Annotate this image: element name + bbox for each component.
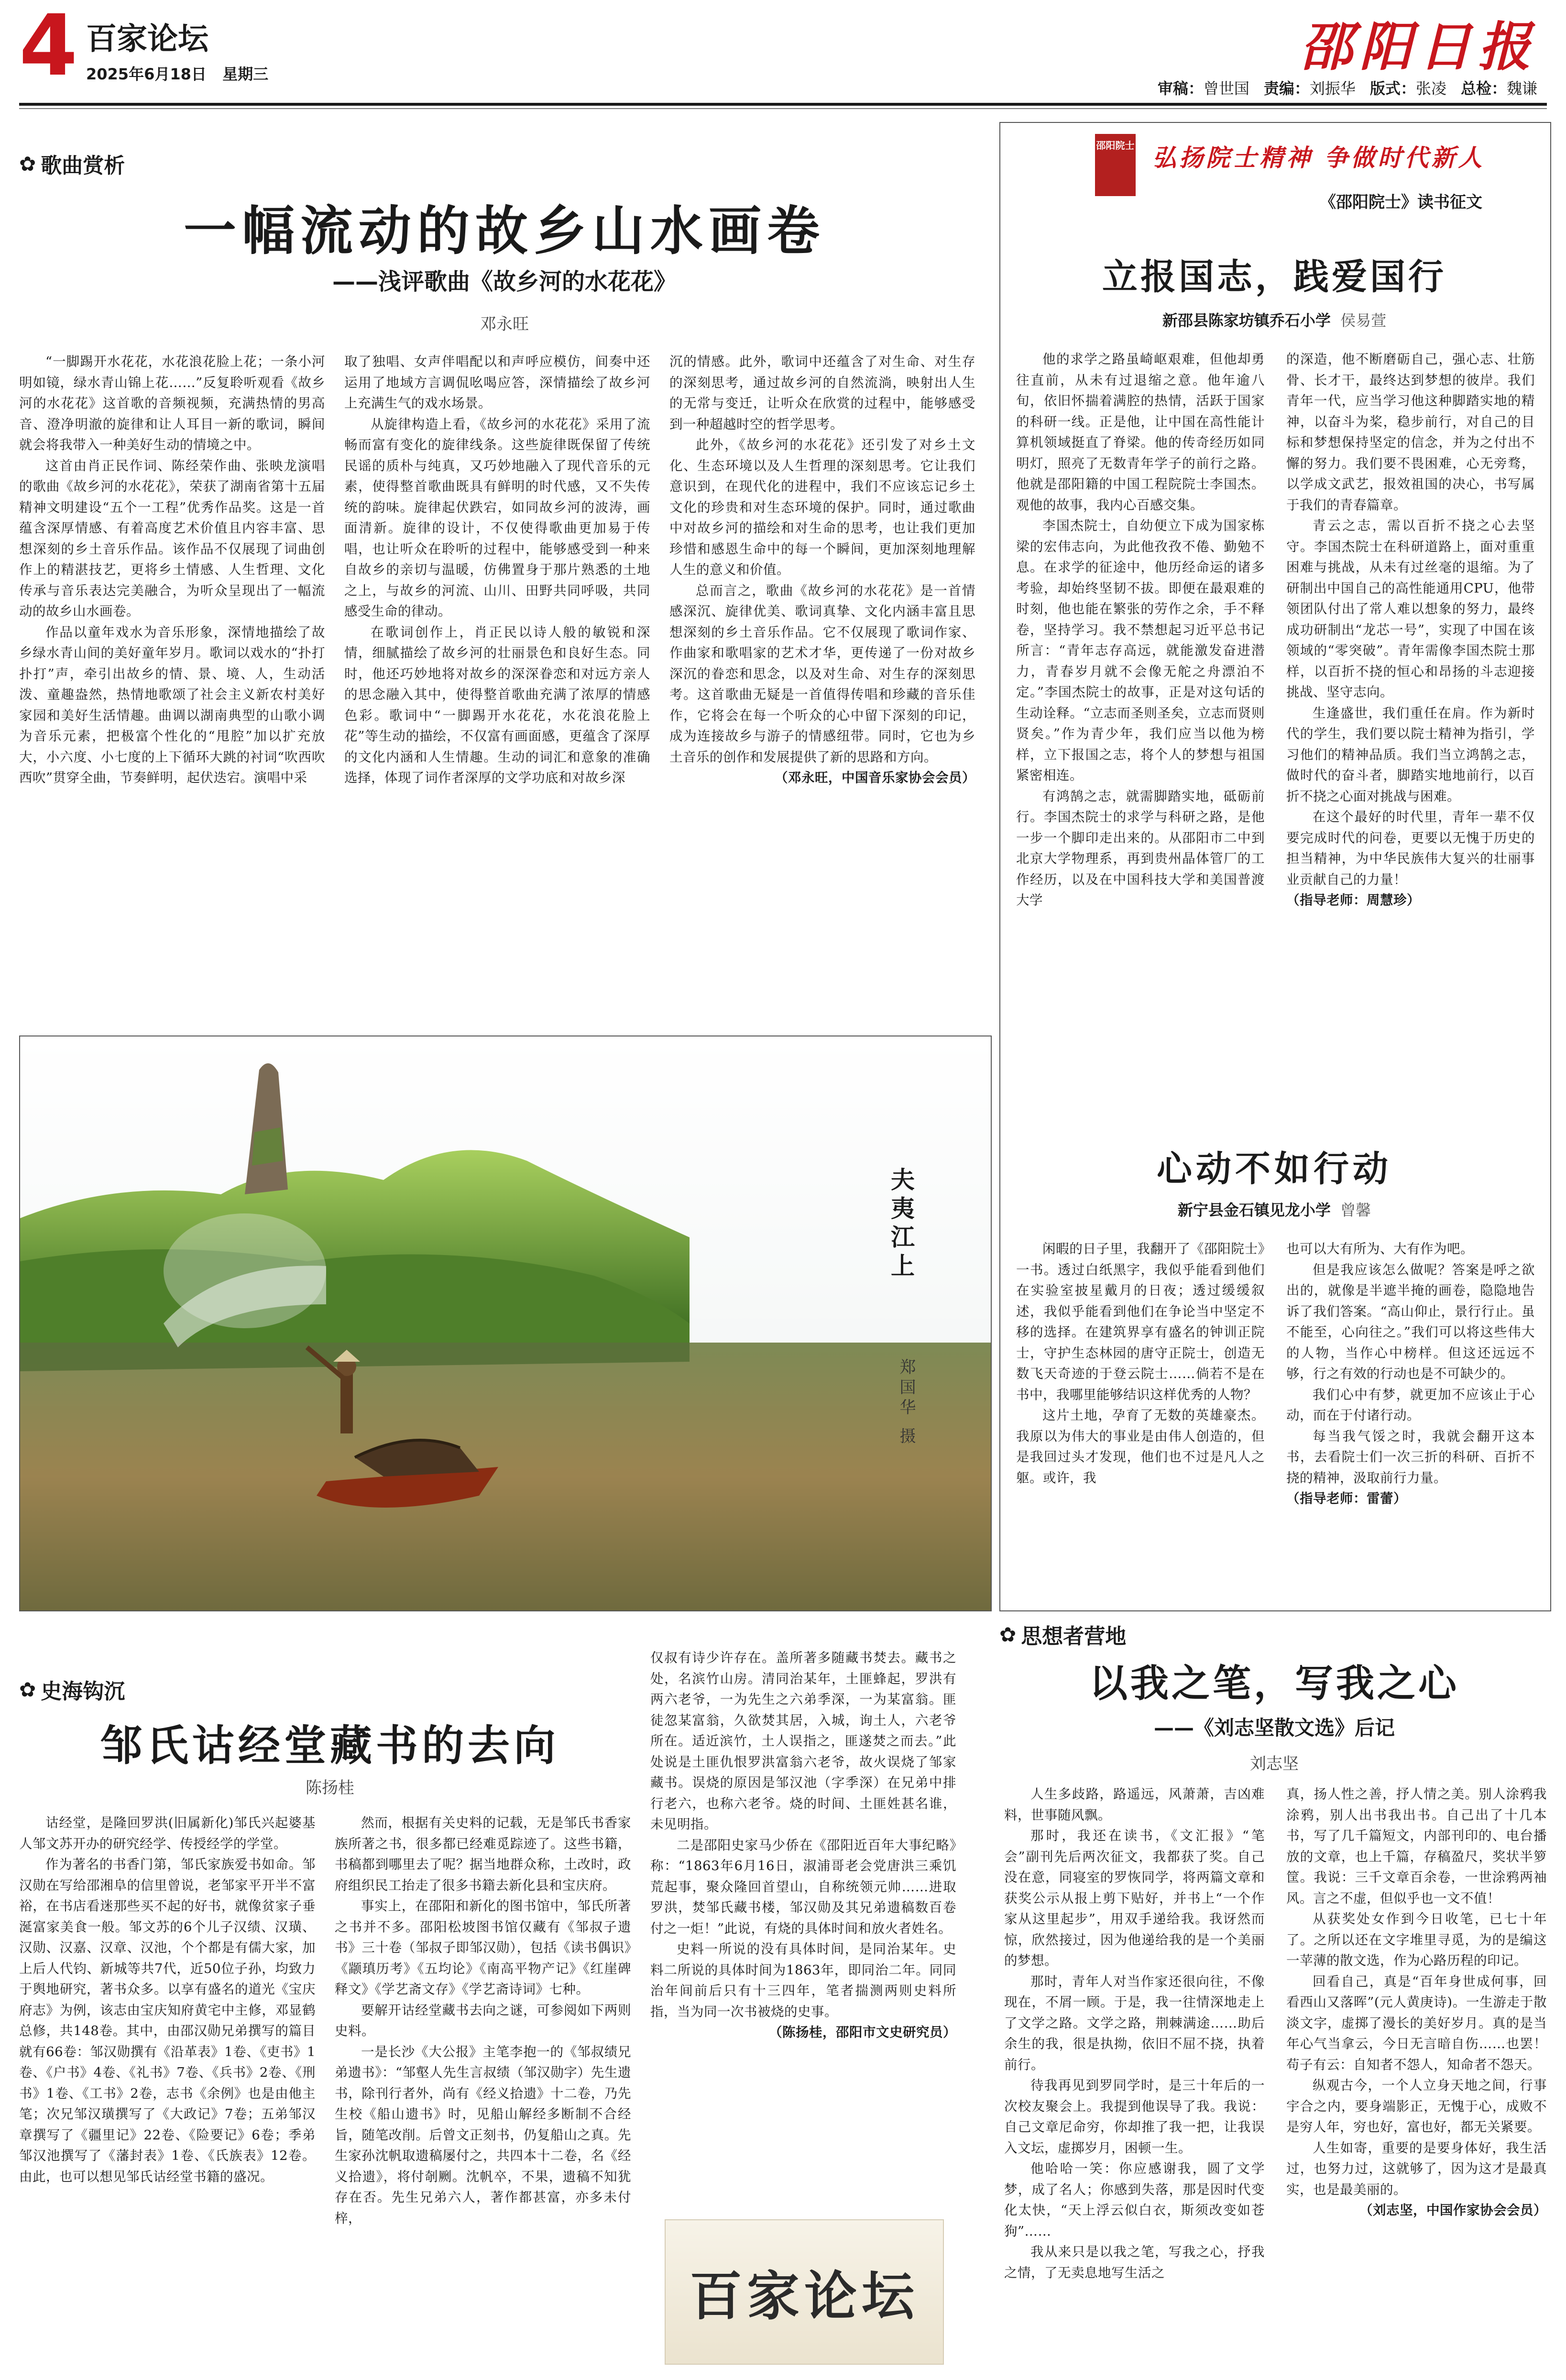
paragraph: 李国杰院士，自幼便立下成为国家栋梁的宏伟志向，为此他孜孜不倦、勤勉不息。在求学的征途中，他历经命运的诸多考验，却始终坚韧不拔。即便在最艰难的时刻，他也能在繁张的劳作之余，手不释卷，坚持学习。我不禁想起习近平总书记所言：“青年志存高远，就能激发奋进潜力，青春岁月就不会像无舵之舟漂泊不定。”李国杰院士的故事，正是对这句话的生动诠释。“立志而圣则圣矣，立志而贤则贤矣。”作为青少年，我们应当以他为榜样，立下报国之志，将个人的梦想与祖国紧密相连。 [1016,518,1265,783]
editor-credits [1158,77,1537,99]
thought-kicker: ✿ 思想者营地 [999,1622,1127,1649]
paragraph: 我们心中有梦，就更加不应该止于心动，而在于付诸行动。 [1286,1387,1535,1423]
issue-date [86,62,268,84]
flower-icon: ✿ [19,152,36,176]
banner-slogan: 弘扬院士精神 争做时代新人 [1152,143,1485,172]
flower-icon: ✿ [19,1677,36,1701]
song-title: 一幅流动的故乡山水画卷 [184,200,825,262]
essay2-column-2 [1286,1239,1535,1510]
newspaper-logo: 邵阳日报 [1300,16,1537,77]
song-kicker: ✿ 歌曲赏析 [19,152,125,178]
song-author: 邓永旺 [480,315,529,334]
paragraph: 回看自己，真是“百年身世成何事，回看西山又落晖”(元人黄庚诗)。一生游走于散淡文字，虚掷了漫长的美好岁月。真的是当年心气当拿云，今日无言暗自伤……也罢！苟子有云：自知者不怨人，知命者不怨天。 [1286,1973,1547,2072]
paragraph: 史料一所说的没有具体时间，是同治某年。史料二所说的具体时间为1863年，即同治二年。同同治年间前后只有十三四年，笔者揣测两则史料所指，当为同一次书被烧的史事。 [650,1941,956,2019]
paragraph: 那时，青年人对当作家还很向往，不像现在，不屑一顾。于是，我一往情深地走上了文学之路。文学之路，荆棘满途……助后余生的我，很是执拗，依旧不屈不挠，执着前行。 [1004,1973,1265,2072]
paragraph: 此外，《故乡河的水花花》还引发了对乡土文化、生态环境以及人生哲理的深刻思考。它让我们意识到，在现代化的进程中，我们不应该忘记乡土文化的珍贵和对生态环境的保护。同时，通过歌曲中对故乡河的描绘和对生命的思考，也让我们更加珍惜和感恩生命中的每一个瞬间，更加深刻地理解人生的意义和价值。 [669,437,975,577]
essay2-author: 曾馨 [1340,1201,1371,1219]
weekday-text: 星期三 [222,65,269,83]
paragraph: 他的求学之路虽崎岖艰难，但他却勇往直前，从未有过退缩之意。他年逾八旬，依旧怀揣着满腔的热情，活跃于国家的科研一线。正是他，让中国在高性能计算机领域挺直了脊梁。他的传奇经历如同明灯，照亮了无数青年学子的前行之路。他就是邵阳籍的中国工程院院士李国杰。观他的故事，我内心百感交集。 [1016,352,1265,513]
history-column-3 [650,1648,956,2043]
paragraph: 有鸿鹄之志，就需脚踏实地，砥砺前行。李国杰院士的求学与科研之路，是他一步一个脚印走出来的。从邵阳市二中到北京大学物理系，再到贵州晶体管厂的工作经历，以及在中国科技大学和美国普渡大学 [1016,788,1265,908]
stamp-text: 百家论坛 [690,2265,919,2327]
paragraph: 然而，根据有关史料的记载，无是邹氏书香家族所著之书，很多都已经难觅踪迹了。这些书籍，书稿都到哪里去了呢？据当地群众称，土改时，政府组织民工抬走了很多书籍去新化县和宝庆府。 [335,1815,631,1893]
thought-column-2 [1286,1784,1547,2221]
paragraph: 我从来只是以我之笔，写我之心，抒我之情，了无卖息地写生活之 [1004,2244,1265,2281]
essay1-column-1 [1016,349,1265,911]
thought-column-1 [1004,1784,1265,2283]
paragraph: 作品以童年戏水为音乐形象，深情地描绘了故乡绿水青山间的美好童年岁月。歌词以戏水的“扑打扑打”声，牵引出故乡的情、景、境、人，生动活泼、童趣盎然，热情地歌颂了社会主义新农村美好家园和美好生活情趣。曲调以湖南典型的山歌小调为音乐元素，把极富个性化的“甩腔”加以扩充放大，小六度、小七度的上下循环大跳的衬词“吹西吹西吹”贯穿全曲，节奏鲜明，起伏迭宕。演唱中采 [19,624,325,785]
paragraph: 要解开诂经堂藏书去向之谜，可参阅如下两则史料。 [335,2002,631,2038]
credit-layout: 版式：张凌 [1369,79,1446,98]
history-author: 陈扬桂 [306,1778,354,1797]
paragraph: 诂经堂，是隆回罗洪(旧属新化)邹氏兴起婆基人邹文苏开办的研究经学、传授经学的学堂。 [19,1815,316,1851]
song-column-2 [344,352,650,789]
essay2-column-1 [1016,1239,1265,1488]
masthead-rule [19,103,1547,106]
paragraph: 青云之志，需以百折不挠之心去坚守。李国杰院士在科研道路上，面对重重困难与挑战，从未有过丝毫的退缩。为了研制出中国自己的高性能通用CPU，他带领团队付出了常人难以想象的努力，最终成功研制出“龙芯一号”，实现了中国在该领域的“零突破”。青年需像李国杰院士那样，以百折不挠的恒心和昂扬的斗志迎接挑战、坚守志向。 [1286,518,1535,700]
date-text: 2025年6月18日 [86,65,207,83]
page-number: 4 [19,0,78,95]
credit-check: 总检：魏谦 [1460,79,1537,98]
history-title: 邹氏诂经堂藏书的去向 [100,1720,559,1770]
thought-note: （刘志坚，中国作家协会会员） [1359,2203,1547,2218]
paragraph: 人生多歧路，路遥远，风萧萧，吉凶难料，世事随风飘。 [1004,1786,1265,1823]
paragraph: 纵观古今，一个人立身天地之间，行事宇合之内，要身端影正，无愧于心，成败不是穷人年，穷也好，富也好，都无关紧要。 [1286,2078,1547,2135]
thought-author: 刘志坚 [1250,1754,1299,1774]
paragraph: 生逢盛世，我们重任在肩。作为新时代的学生，我们要以院士精神为指引，学习他们的精神品质。我们当立鸿鹄之志，做时代的奋斗者，脚踏实地地前行，以百折不挠之心面对挑战与困难。 [1286,705,1535,804]
essay1-school: 新邵县陈家坊镇乔石小学 [1162,311,1331,330]
essay1-title: 立报国志，践爱国行 [1102,256,1446,298]
essay1-note: （指导老师：周慧珍） [1286,892,1420,908]
book-cover-title: 邵阳院士 [1096,140,1135,151]
book-cover [1095,134,1136,196]
section-name: 百家论坛 [86,22,208,57]
essay1-author: 侯易萱 [1340,311,1387,330]
paragraph: 待我再见到罗同学时，是三十年后的一次校友聚会上。我提到他误导了我。我说：自己文章尼命穷，你却推了我一把，让我误入文坛，虚掷岁月，困顿一生。 [1004,2078,1265,2156]
paragraph: 一是长沙《大公报》主笔李抱一的《邹叔绩兄弟遗书》：“邹壑人先生言叔绩（邹汉勋字）先生遗书，除刊行者外，尚有《经义拾遗》十二卷，乃先生校《船山遗书》时，见船山解经多断制不合经旨，随笔改削。后曾文正刻书，仍复船山之真。先生家孙沈帆取遗稿屡付之，共四本十二卷，名《经义拾遗》，将付剞劂。沈帆卒，不果，遗稿不知犹存在否。先生兄弟六人，著作都甚富，亦多未付梓， [335,2044,631,2226]
song-subtitle: ——浅评歌曲《故乡河的水花花》 [332,268,677,295]
paragraph: 从获奖处女作到今日收笔，已七十年了。之所以还在文字堆里寻觅，为的是编这一苹薄的散文选，作为心路历程的印记。 [1286,1911,1547,1968]
essay2-byline [999,1198,1549,1220]
essay1-column-2 [1286,349,1535,911]
history-column-1 [19,1813,316,2187]
paragraph: 从旋律构造上看，《故乡河的水花花》采用了流畅而富有变化的旋律线条。这些旋律既保留了传统民谣的质朴与纯真，又巧妙地融入了现代音乐的元素，使得整首歌曲既具有鲜明的时代感，又不失传统的韵味。旋律起伏跌宕，如同故乡河的波涛，画面清新。旋律的设计，不仅使得歌曲更加易于传唱，也让听众在聆听的过程中，能够感受到一种来自故乡的亲切与温暖，仿佛置身于那片熟悉的土地之上，与故乡的河流、山川、田野共同呼吸，共同感受生命的律动。 [344,416,650,619]
paragraph: 二是邵阳史家马少侨在《邵阳近百年大事纪略》称：“1863年6月16日，淑浦哥老会党唐洪三乘饥荒起事，聚众隆回首望山，自称统领元帅……进取罗洪，焚邹氏藏书楼，邹汉勋及其兄弟遗稿数百卷付之一炬！”此说，有烧的具体时间和放火者姓名。 [650,1837,956,1936]
credit-editor: 责编：刘振华 [1263,79,1356,98]
song-author-note: （邓永旺，中国音乐家协会会员） [775,770,975,785]
paragraph: 取了独唱、女声伴唱配以和声呼应模仿，间奏中还运用了地域方言调侃吆喝应答，深情描绘了故乡河上充满生气的戏水场景。 [344,354,650,411]
song-column-1 [19,352,325,789]
history-column-2 [335,1813,631,2229]
song-column-3 [669,352,975,789]
masthead-rule-thin [19,108,1547,109]
banner-sub: 《邵阳院士》读书征文 [1320,193,1482,212]
essay2-note: （指导老师：雷蕾） [1286,1491,1407,1506]
thought-subtitle: ——《刘志坚散文选》后记 [1153,1716,1395,1740]
paragraph: 总而言之，歌曲《故乡河的水花花》是一首情感深沉、旋律优美、歌词真挚、文化内涵丰富且思想深刻的乡土音乐作品。它不仅展现了歌词作家、作曲家和歌唱家的艺术才华，更传递了一份对故乡深沉的眷恋和思念，以及对生命、对生存的深刻思考。这首歌曲无疑是一首值得传唱和珍藏的音乐佳作，它将会在每一个听众的心中留下深刻的印记，成为连接故乡与游子的情感纽带。同时，它也为乡土音乐的创作和发展提供了新的思路和方向。 [669,583,975,765]
paragraph: 闲暇的日子里，我翻开了《邵阳院士》一书。透过白纸黑字，我似乎能看到他们在实验室披星戴月的日夜；透过缓缓叙述，我似乎能看到他们在争论当中坚定不移的选择。在建筑界享有盛名的钟训正院士，守护生态林园的唐守正院士，创造无数飞天奇迹的于登云院士……倘若不是在书中，我哪里能够结识这样优秀的人物？ [1016,1241,1265,1402]
paragraph: 在歌词创作上，肖正民以诗人般的敏锐和深情，细腻描绘了故乡河的壮丽景色和良好生态。同时，他还巧妙地将对故乡的深深眷恋和对远方亲人的思念融入其中，使得整首歌曲充满了浓厚的情感色彩。歌词中“一脚踢开水花花，水花浪花脸上花”等生动的描绘，不仅富有画面感，更蕴含了深厚的文化内涵和人生情趣。生动的词汇和意象的准确选择，体现了词作者深厚的文学功底和对故乡深 [344,624,650,785]
river-photo-image [20,1036,991,1610]
photo-title: 夫夷江上 [887,1167,915,1282]
paragraph: 这片土地，孕育了无数的英雄豪杰。我原以为伟大的事业是由伟人创造的，但是我回过头才发现，他们也不过是凡人之躯。或许，我 [1016,1408,1265,1486]
paragraph: 在这个最好的时代里，青年一辈不仅要完成时代的问卷，更要以无愧于历史的担当精神，为中华民族伟大复兴的壮丽事业贡献自己的力量！ [1286,809,1535,887]
history-kicker: ✿ 史海钩沉 [19,1677,125,1704]
thought-title: 以我之笔，写我之心 [1089,1661,1459,1706]
essay2-title: 心动不如行动 [1157,1148,1392,1190]
paragraph: 事实上，在邵阳和新化的图书馆中，邹氏所著之书并不多。邵阳松坡图书馆仅藏有《邹叔子遗书》三十卷（邹叔子即邹汉勋），包括《读书偶识》《颛瑱历考》《五均论》《南高平物产记》《红崖碑释文》《学艺斋文存》《学艺斋诗词》七种。 [335,1898,631,1997]
paragraph: 人生如寄，重要的是要身体好，我生活过，也努力过，这就够了，因为这才是最真实，也是最美丽的。 [1286,2140,1547,2197]
flower-icon: ✿ [999,1622,1017,1646]
paragraph: “一脚踢开水花花，水花浪花脸上花；一条小河明如镜，绿水青山锦上花……”反复聆听观看《故乡河的水花花》这首歌的音频视频，充满热情的男高音、澄净明澈的旋律和让人耳目一新的歌词，瞬间就会将我带入一种美好生动的情境之中。 [19,354,325,452]
paragraph: 的深造，他不断磨砺自己，强心志、壮筋骨、长才干，最终达到梦想的彼岸。我们青年一代，应当学习他这种脚踏实地的精神，以奋斗为桨，稳步前行，对自己的目标和梦想保持坚定的信念，并为之付出不懈的努力。我们要不畏困难，心无旁骛，以学成文武艺，报效祖国的决心，书写属于我们的青春篇章。 [1286,352,1535,513]
section-stamp [665,2219,944,2365]
paragraph: 真，扬人性之善，抒人情之美。别人涂鸦我涂鸦，别人出书我出书。自己出了十几本书，写了几千篇短文，内部刊印的、电台播放的文章，也上千篇，存稿盈尺，奖状半箩筐。我说：三千文章百余卷，一世涂鸦两袖风。言之不虚，但似乎也一文不值！ [1286,1786,1547,1906]
essay1-byline [999,309,1549,331]
paragraph: 但是我应该怎么做呢？答案是呼之欲出的，就像是半遮半掩的画卷，隐隐地告诉了我们答案。“高山仰止，景行行止。虽不能至，心向往之。”我们可以将这些伟大的人物，当作心中榜样。但这还远远不够，行之有效的行动也是不可缺少的。 [1286,1262,1535,1381]
paragraph: 这首由肖正民作词、陈经荣作曲、张映龙演唱的歌曲《故乡河的水花花》，荣获了湖南省第十五届精神文明建设“五个一工程”优秀作品奖。这是一首蕴含深厚情感、有着高度艺术价值且内容丰富、思想深刻的乡土音乐作品。该作品不仅展现了词曲创作上的精湛技艺，更将乡土情感、人生哲理、文化传承与音乐表达完美融合，为听众呈现出了一幅流动的故乡山水画卷。 [19,458,325,619]
paragraph: 也可以大有所为、大有作为吧。 [1286,1241,1474,1256]
paragraph: 仅叔有诗少许存在。盖所著多随藏书焚去。藏书之处，名滨竹山房。清同治某年，土匪蜂起，罗洪有两六老爷，一为先生之六弟季深，一为某富翁。匪徒忽某富翁，久欲焚其居，入城，询土人，六老爷所在。适近滨竹，土人误指之，匪遂焚之而去。”此处说是土匪仇恨罗洪富翁六老爷，故火误烧了邹家藏书。误烧的原因是邹汉池（字季深）在兄弟中排行老六，也称六老爷。烧的时间、土匪姓甚名谁，未见明指。 [650,1650,956,1832]
credit-review: 审稿：曾世国 [1157,79,1249,98]
photo-credit: 郑国华 摄 [897,1358,916,1448]
paragraph: 每当我气馁之时，我就会翻开这本书，去看院士们一次三折的科研、百折不挠的精神，汲取前行力量。 [1286,1428,1535,1486]
paragraph: 沉的情感。此外，歌词中还蕴含了对生命、对生存的深刻思考，通过故乡河的自然流淌，映射出人生的无常与变迁，让听众在欣赏的过程中，能够感受到一种超越时空的哲学思考。 [669,354,975,432]
essay2-school: 新宁县金石镇见龙小学 [1177,1201,1331,1219]
paragraph: 作为著名的书香门第，邹氏家族爱书如命。邹汉勋在写给邵湘阜的信里曾说，老邹家平开半不富裕，在书店看迷那些买不起的好书，就像贫家子垂涎富家美食一般。邹文苏的6个儿子汉绩、汉璜、汉勋、汉嘉、汉章、汉池，个个都是有儒大家，加上后人代钧、新城等共7代，近50位子孙，均致力于舆地研究，著书众多。以享有盛名的道光《宝庆府志》为例，该志由宝庆知府黄宅中主修，邓显鹤总修，共148卷。其中，由邵汉勋兄弟撰写的篇目就有66卷：邹汉勋撰有《沿革表》1卷、《吏书》1卷、《户书》4卷、《礼书》7卷、《兵书》2卷、《刑书》1卷、《工书》2卷，志书《余例》也是由他主笔；次兄邹汉璜撰写了《大政记》7卷；五弟邹汉章撰写了《疆里记》22卷、《险要记》6卷；季弟邹汉池撰写了《藩封表》1卷、《氏族表》12卷。由此，也可以想见邹氏诂经堂书籍的盛况。 [19,1857,316,2184]
paragraph: 他哈哈一笑：你应感谢我，圆了文学梦，成了名人；你感到失落，那是因时代变化太快，“天上浮云似白衣，斯须改变如苍狗”…… [1004,2161,1265,2239]
river-photo [19,1036,992,1611]
history-note: （陈扬桂，邵阳市文史研究员） [769,2025,956,2040]
paragraph: 那时，我还在读书，《文汇报》“笔会”副刊先后两次征文，我都获了奖。自己没在意，同寝室的罗恢同学，将两篇文章和获奖公示从报上剪下贴好，并书上“一个作家从这里起步”，用双手递给我。我讶然而惊，欣然接过，因为他递给我的是一个美丽的梦想。 [1004,1828,1265,1968]
